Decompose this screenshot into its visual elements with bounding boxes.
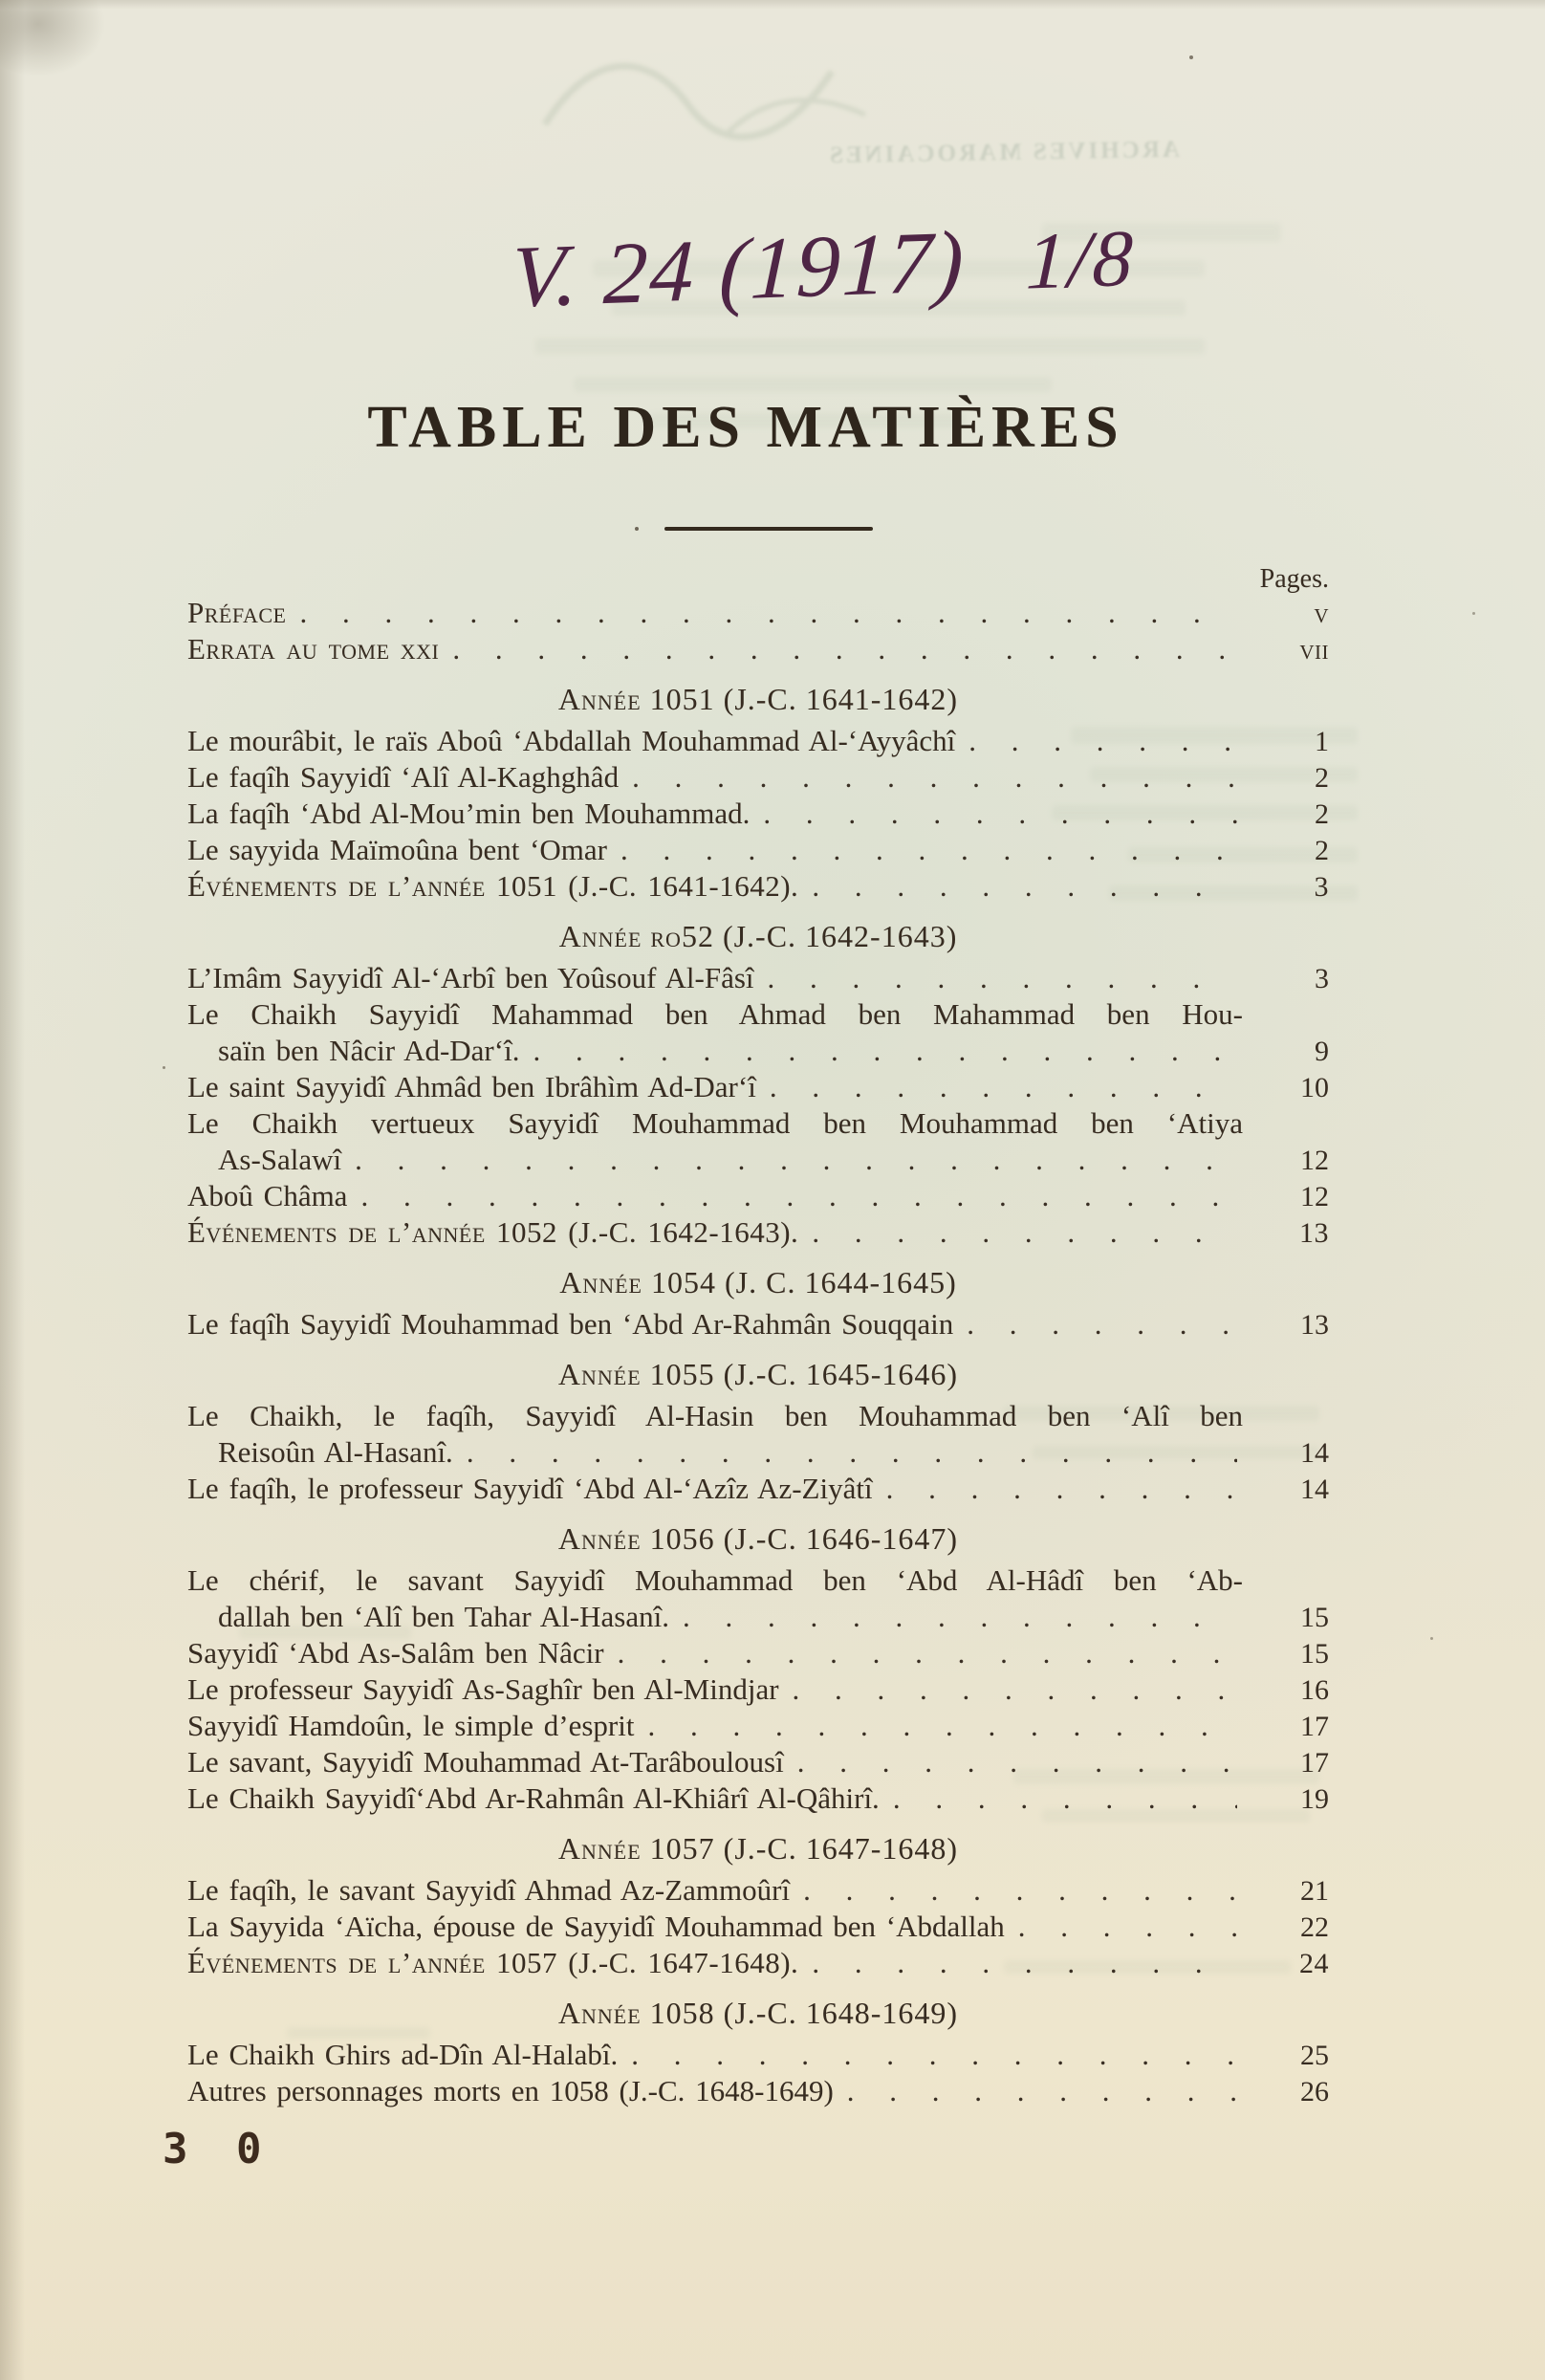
toc-entry-text: Sayyidî Hamdoûn, le simple d’esprit	[187, 1709, 635, 1742]
dot-leader	[812, 1945, 1237, 1981]
toc-entry	[187, 1780, 1329, 1817]
toc-entry	[187, 1069, 1329, 1105]
toc-entry-text: La Sayyida ‘Aïcha, épouse de Sayyidî Mouhammad ben ‘Abdallah	[187, 1910, 1005, 1943]
toc-entry-text: Le faqîh Sayyidî ‘Alî Al-Kaghghâd	[187, 760, 620, 794]
toc-entry	[187, 1142, 1329, 1178]
dot-leader	[812, 1214, 1237, 1251]
toc-entry	[187, 1909, 1329, 1945]
toc-entry	[187, 723, 1329, 759]
toc-entry-text: Le Chaikh vertueux Sayyidî Mouhammad ben Mouhammad ben ‘Atiya	[187, 1106, 1243, 1140]
toc-page-number: 3	[1314, 871, 1329, 903]
toc-entry-text: saïn ben Nâcir Ad-Dar‘î.	[218, 1034, 520, 1067]
dot-leader	[620, 832, 1237, 868]
toc-page-number: 19	[1300, 1783, 1329, 1815]
toc-page-number: 17	[1300, 1747, 1329, 1779]
section-heading: Année 1056 (J.-C. 1646-1647)	[557, 1521, 959, 1556]
toc-entry-text: Le Chaikh Sayyidî Mahammad ben Ahmad ben Mahammad ben Hou-	[187, 997, 1243, 1031]
paper-speck	[1430, 1637, 1433, 1640]
toc-entry	[187, 1708, 1329, 1744]
toc-entry-text: Autres personnages morts en 1058 (J.-C. 1648-1649)	[187, 2074, 834, 2107]
page-title: TABLE DES MATIÈRES	[367, 395, 1124, 460]
toc-entry-text: Le mourâbit, le raïs Aboû ‘Abdallah Mouhammad Al-‘Ayyâchî	[187, 724, 956, 757]
toc-entry	[187, 1214, 1329, 1251]
toc-page-number: 17	[1300, 1711, 1329, 1742]
toc-page-number: 1	[1315, 726, 1329, 757]
toc-page-number: 12	[1300, 1145, 1329, 1176]
dot-leader	[631, 2037, 1237, 2073]
toc-entry-text: Préface	[187, 596, 287, 629]
toc-page-number: 2	[1315, 798, 1329, 830]
toc-entry	[187, 960, 1329, 996]
dot-leader	[533, 1033, 1237, 1069]
dot-leader	[968, 723, 1237, 759]
accession-stamp: 3 0	[163, 2125, 273, 2173]
toc-entry	[187, 1635, 1329, 1671]
section-heading: Année ro52 (J.-C. 1642-1643)	[558, 919, 958, 953]
toc-entry	[187, 2037, 1329, 2073]
toc-entry	[187, 1599, 1329, 1635]
scan-edge-shadow	[0, 0, 25, 2380]
toc-page-number: 10	[1300, 1072, 1329, 1103]
dot-leader	[647, 1708, 1237, 1744]
toc-entry	[187, 996, 1243, 1033]
dot-leader	[683, 1599, 1237, 1635]
toc-entry-text: La faqîh ‘Abd Al-Mou’min ben Mouhammad.	[187, 797, 751, 830]
toc-entry	[187, 1306, 1329, 1343]
toc-page-number: 16	[1300, 1674, 1329, 1706]
dot-leader	[886, 1471, 1237, 1507]
toc-page-number: 14	[1300, 1437, 1329, 1469]
toc-page-number: 3	[1315, 963, 1329, 994]
dot-leader	[355, 1142, 1237, 1178]
dot-leader	[360, 1178, 1237, 1214]
toc-entry	[187, 1033, 1329, 1069]
toc-entry-text: Événements de l’année 1052 (J.-C. 1642-1643).	[187, 1215, 799, 1249]
bleedthrough-line	[574, 377, 1052, 392]
dot-leader	[763, 796, 1237, 832]
toc-entry-text: Le chérif, le savant Sayyidî Mouhammad ben ‘Abd Al-Hâdî ben ‘Ab-	[187, 1563, 1243, 1597]
dot-leader	[768, 960, 1237, 996]
dot-leader	[847, 2073, 1237, 2109]
toc-page-number: 12	[1300, 1181, 1329, 1212]
dot-leader	[793, 1671, 1237, 1708]
toc-entry-text: Événements de l’année 1051 (J.-C. 1641-1642).	[187, 869, 799, 903]
toc-page-number: vii	[1299, 634, 1329, 666]
toc-page-number: 9	[1315, 1036, 1329, 1067]
toc-entry-text: L’Imâm Sayyidî Al-‘Arbî ben Yoûsouf Al-Fâsî	[187, 961, 754, 994]
section-heading: Année 1054 (J. C. 1644-1645)	[559, 1265, 957, 1299]
toc-entry	[187, 1945, 1329, 1981]
dot-leader	[1018, 1909, 1237, 1945]
dot-leader	[797, 1744, 1237, 1780]
toc-entry-text: Le Chaikh Ghirs ad-Dîn Al-Halabî.	[187, 2038, 619, 2071]
toc-page-number: 13	[1299, 1217, 1329, 1249]
title-divider	[664, 527, 873, 531]
pages-column-label: Pages.	[1259, 564, 1329, 594]
toc-entry	[187, 1398, 1243, 1434]
toc-entry	[187, 1671, 1329, 1708]
scan-corner-shadow	[0, 0, 105, 76]
toc-entry	[187, 1105, 1243, 1142]
section-heading: Année 1058 (J.-C. 1648-1649)	[557, 1996, 959, 2030]
section-heading: Année 1057 (J.-C. 1647-1648)	[557, 1831, 959, 1866]
dot-leader	[467, 1434, 1237, 1471]
toc-entry-text: Le Chaikh Sayyidî‘Abd Ar-Rahmân Al-Khiârî Al-Qâhirî.	[187, 1781, 880, 1815]
paper-speck	[163, 1066, 165, 1069]
dot-leader	[632, 759, 1237, 796]
toc-entry	[187, 759, 1329, 796]
toc-page-number: 15	[1300, 1638, 1329, 1670]
toc-entry-text: dallah ben ‘Alî ben Tahar Al-Hasanî.	[218, 1600, 669, 1633]
handwritten-fraction: 1/8	[1024, 213, 1137, 307]
dot-leader	[893, 1780, 1237, 1817]
toc-page-number: 25	[1300, 2040, 1329, 2071]
toc-entry-text: Le sayyida Maïmoûna bent ‘Omar	[187, 833, 607, 866]
toc-entry	[187, 832, 1329, 868]
toc-entry	[187, 1178, 1329, 1214]
toc-entry	[187, 1872, 1329, 1909]
dot-leader	[967, 1306, 1237, 1343]
toc-page-number: 2	[1315, 762, 1329, 794]
bleedthrough-line	[535, 338, 1205, 354]
handwritten-volume: V. 24 (1917)	[510, 211, 968, 326]
paper-speck	[1189, 55, 1193, 59]
toc-entry-text: Le faqîh, le savant Sayyidî Ahmad Az-Zammoûrî	[187, 1873, 791, 1907]
toc-entry	[187, 595, 1329, 631]
bleedthrough-ink-mark	[535, 38, 880, 153]
toc-page-number: v	[1314, 598, 1329, 629]
toc-page-number: 24	[1299, 1948, 1329, 1979]
toc-entry	[187, 2073, 1329, 2109]
toc-entry-text: Le saint Sayyidî Ahmâd ben Ibrâhìm Ad-Dar‘î	[187, 1070, 756, 1103]
toc-entry	[187, 868, 1329, 905]
dot-leader	[452, 631, 1237, 667]
toc-page-number: 2	[1315, 835, 1329, 866]
toc	[187, 595, 1329, 2109]
toc-entry-text: Le savant, Sayyidî Mouhammad At-Tarâboulousî	[187, 1745, 784, 1779]
paper-speck	[635, 527, 639, 531]
scan-edge-shadow-top	[0, 0, 1545, 10]
dot-leader	[770, 1069, 1237, 1105]
toc-entry-text: Événements de l’année 1057 (J.-C. 1647-1648).	[187, 1946, 799, 1979]
toc-page-number: 14	[1300, 1474, 1329, 1505]
toc-page-number: 21	[1300, 1875, 1329, 1907]
toc-entry	[187, 1562, 1243, 1599]
toc-entry-text: Le faqîh Sayyidî Mouhammad ben ‘Abd Ar-Rahmân Souqqain	[187, 1307, 954, 1341]
toc-page-number: 15	[1300, 1602, 1329, 1633]
toc-entry-text: Le professeur Sayyidî As-Saghîr ben Al-Mindjar	[187, 1672, 779, 1706]
toc-entry	[187, 796, 1329, 832]
toc-entry-text: As-Salawî	[218, 1143, 342, 1176]
toc-entry-text: Le Chaikh, le faqîh, Sayyidî Al-Hasin ben Mouhammad ben ‘Alî ben	[187, 1399, 1243, 1432]
dot-leader	[618, 1635, 1237, 1671]
toc-page-number: 22	[1300, 1911, 1329, 1943]
dot-leader	[812, 868, 1237, 905]
toc-entry	[187, 1434, 1329, 1471]
toc-entry-text: Le faqîh, le professeur Sayyidî ‘Abd Al-‘Azîz Az-Ziyâtî	[187, 1472, 873, 1505]
toc-entry-text: Reisoûn Al-Hasanî.	[218, 1435, 453, 1469]
section-heading: Année 1055 (J.-C. 1645-1646)	[557, 1357, 959, 1391]
bleedthrough-running-header: ARCHIVES MAROCAINES	[826, 136, 1181, 169]
dot-leader	[299, 595, 1237, 631]
toc-entry-text: Errata au tome xxi	[187, 632, 440, 666]
paper-speck	[1472, 612, 1475, 615]
toc-page-number: 13	[1300, 1309, 1329, 1341]
section-heading: Année 1051 (J.-C. 1641-1642)	[557, 682, 959, 716]
toc-entry-text: Sayyidî ‘Abd As-Salâm ben Nâcir	[187, 1636, 604, 1670]
toc-page-number: 26	[1300, 2076, 1329, 2107]
toc-entry-text: Aboû Châma	[187, 1179, 348, 1212]
toc-entry	[187, 1471, 1329, 1507]
toc-entry	[187, 1744, 1329, 1780]
dot-leader	[803, 1872, 1237, 1909]
toc-entry	[187, 631, 1329, 667]
